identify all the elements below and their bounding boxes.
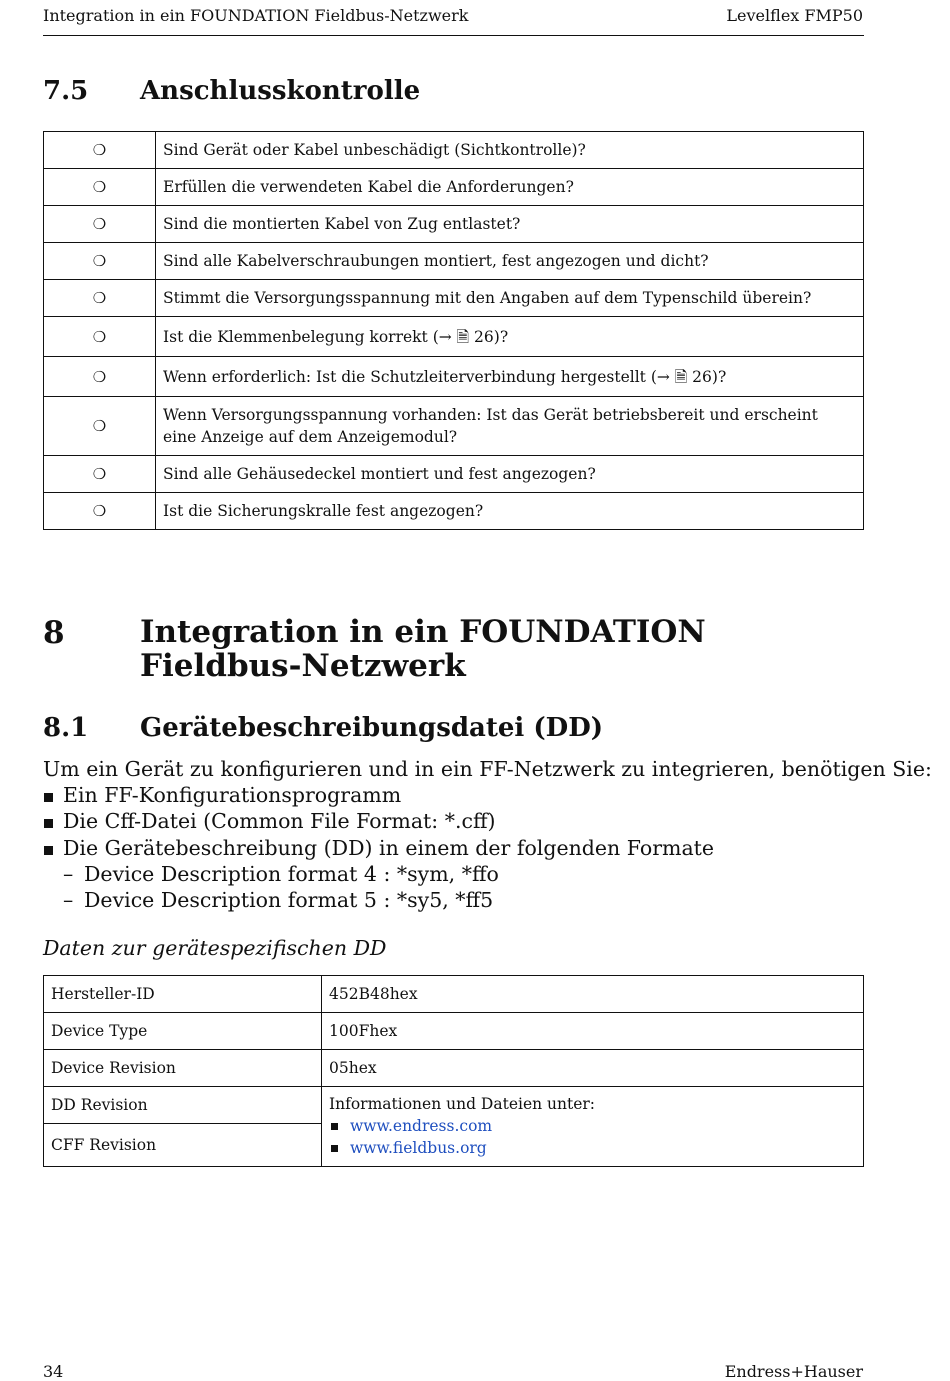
chapter-8-title: Integration in ein FOUNDATION Fieldbus-Netzwerk bbox=[140, 614, 706, 684]
table-key: Hersteller-ID bbox=[44, 976, 322, 1013]
table-row bbox=[44, 206, 864, 243]
dash-bullet-icon: – bbox=[63, 888, 74, 913]
check-item-text: Sind alle Kabelverschraubungen montiert, fest angezogen und dicht? bbox=[156, 243, 864, 280]
list-item bbox=[43, 782, 714, 808]
table-row bbox=[44, 132, 864, 169]
check-item-text: Ist die Sicherungskralle fest angezogen? bbox=[156, 493, 864, 530]
table-key: CFF Revision bbox=[44, 1124, 322, 1167]
check-item-text: Stimmt die Versorgungsspannung mit den Angaben auf dem Typenschild überein? bbox=[156, 280, 864, 317]
table-row bbox=[44, 169, 864, 206]
table-row bbox=[44, 243, 864, 280]
checkbox-icon[interactable]: ❍ bbox=[44, 132, 156, 169]
square-bullet-icon bbox=[44, 819, 53, 828]
chapter-8-number: 8 bbox=[43, 615, 65, 651]
list-item bbox=[63, 887, 714, 913]
table-value: 452B48hex bbox=[322, 976, 864, 1013]
header-rule bbox=[43, 35, 864, 36]
check-item-text: Wenn Versorgungsspannung vorhanden: Ist das Gerät betriebsbereit und erscheint eine Anzeige auf dem Anzeigemodul? bbox=[156, 397, 864, 456]
table-row bbox=[44, 357, 864, 397]
format-sublist bbox=[63, 861, 714, 914]
checkbox-icon[interactable]: ❍ bbox=[44, 206, 156, 243]
list-item bbox=[43, 808, 714, 834]
checkbox-icon[interactable]: ❍ bbox=[44, 397, 156, 456]
list-item-text: Die Gerätebeschreibung (DD) in einem der folgenden Formate bbox=[63, 835, 715, 860]
table-row bbox=[44, 1087, 864, 1124]
table-key: DD Revision bbox=[44, 1087, 322, 1124]
list-item-text: Die Cff-Datei (Common File Format: *.cff) bbox=[63, 809, 496, 834]
table-row bbox=[44, 976, 864, 1013]
checkbox-icon[interactable]: ❍ bbox=[44, 169, 156, 206]
table-value: 05hex bbox=[322, 1050, 864, 1087]
checkbox-icon[interactable]: ❍ bbox=[44, 493, 156, 530]
table-row bbox=[44, 1050, 864, 1087]
list-item bbox=[329, 1115, 856, 1137]
section-7-5-title: Anschlusskontrolle bbox=[140, 76, 421, 106]
requirements-intro: Um ein Gerät zu konfigurieren und in ein FF-Netzwerk zu integrieren, benötigen Sie: bbox=[43, 757, 932, 781]
section-7-5-number: 7.5 bbox=[43, 76, 89, 106]
dd-table-caption: Daten zur gerätespezifischen DD bbox=[43, 936, 387, 960]
section-8-1-number: 8.1 bbox=[43, 713, 89, 743]
square-bullet-icon bbox=[331, 1145, 338, 1152]
connection-check-table bbox=[43, 131, 864, 530]
endress-link[interactable]: www.endress.com bbox=[350, 1117, 493, 1135]
table-row bbox=[44, 456, 864, 493]
list-item-text: Device Description format 4 : *sym, *ffo bbox=[84, 861, 499, 886]
table-key: Device Revision bbox=[44, 1050, 322, 1087]
footer-company: Endress+Hauser bbox=[724, 1362, 863, 1381]
list-item bbox=[43, 835, 714, 914]
checkbox-icon[interactable]: ❍ bbox=[44, 357, 156, 397]
section-8-1-title: Gerätebeschreibungsdatei (DD) bbox=[140, 713, 604, 743]
list-item-text: Ein FF-Konfigurationsprogramm bbox=[63, 783, 402, 807]
checkbox-icon[interactable]: ❍ bbox=[44, 280, 156, 317]
list-item-text: Device Description format 5 : *sy5, *ff5 bbox=[84, 888, 494, 913]
dd-data-table bbox=[43, 975, 864, 1167]
table-row bbox=[44, 397, 864, 456]
checkbox-icon[interactable]: ❍ bbox=[44, 317, 156, 357]
table-key: Device Type bbox=[44, 1013, 322, 1050]
check-item-text: Wenn erforderlich: Ist die Schutzleiterverbindung hergestellt (→ 🗎 26)? bbox=[156, 357, 864, 397]
square-bullet-icon bbox=[331, 1123, 338, 1130]
table-row bbox=[44, 1013, 864, 1050]
fieldbus-link[interactable]: www.fieldbus.org bbox=[350, 1139, 487, 1157]
square-bullet-icon bbox=[44, 793, 53, 802]
list-item bbox=[63, 861, 714, 887]
table-value: 100Fhex bbox=[322, 1013, 864, 1050]
check-item-text: Sind die montierten Kabel von Zug entlastet? bbox=[156, 206, 864, 243]
check-item-text: Ist die Klemmenbelegung korrekt (→ 🗎 26)? bbox=[156, 317, 864, 357]
table-row bbox=[44, 317, 864, 357]
table-row bbox=[44, 280, 864, 317]
check-item-text: Erfüllen die verwendeten Kabel die Anforderungen? bbox=[156, 169, 864, 206]
square-bullet-icon bbox=[44, 846, 53, 855]
link-list bbox=[329, 1115, 856, 1159]
running-header-title: Integration in ein FOUNDATION Fieldbus-Netzwerk bbox=[43, 6, 469, 25]
checkbox-icon[interactable]: ❍ bbox=[44, 243, 156, 280]
dash-bullet-icon: – bbox=[63, 861, 74, 886]
check-item-text: Sind Gerät oder Kabel unbeschädigt (Sichtkontrolle)? bbox=[156, 132, 864, 169]
requirements-list bbox=[43, 782, 714, 913]
checkbox-icon[interactable]: ❍ bbox=[44, 456, 156, 493]
running-header-product: Levelflex FMP50 bbox=[726, 6, 863, 25]
table-row bbox=[44, 493, 864, 530]
list-item bbox=[329, 1137, 856, 1159]
info-text: Informationen und Dateien unter: bbox=[329, 1095, 596, 1113]
check-item-text: Sind alle Gehäusedeckel montiert und fest angezogen? bbox=[156, 456, 864, 493]
table-value bbox=[322, 1087, 864, 1167]
page-number: 34 bbox=[43, 1362, 64, 1381]
